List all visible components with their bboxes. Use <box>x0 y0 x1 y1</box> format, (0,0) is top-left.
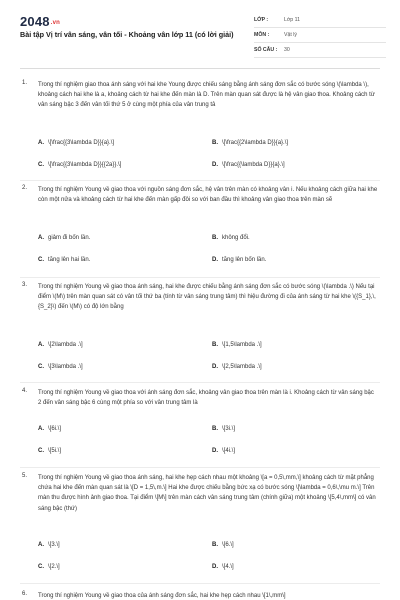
option-text: \[\frac{{3\lambda D}}{{2a}}.\] <box>48 162 122 168</box>
option-letter: A. <box>38 342 44 348</box>
option-letter: C. <box>38 364 44 370</box>
option-c[interactable] <box>38 448 61 454</box>
option-letter: A. <box>38 542 44 548</box>
meta-label: LỚP : <box>254 17 269 23</box>
option-letter: B. <box>212 542 218 548</box>
option-letter: A. <box>38 140 44 146</box>
logo-text: 2048 <box>20 14 50 29</box>
question-divider <box>20 180 380 181</box>
option-a[interactable] <box>38 342 83 348</box>
meta-row-class <box>254 13 386 28</box>
option-a[interactable] <box>38 426 61 432</box>
question-text: Trong thí nghiệm giao thoa ánh sáng với hai khe Young được chiếu sáng bằng ánh sáng đơn sắc có bước sóng \(\lambda \), khoảng cách hai khe là a, khoảng cách từ hai khe đến màn là D. Trên màn quan sát được là hệ vân giao thoa. Khoảng cách từ vân sáng bậc 3 đến vân tối thứ 5 ở cùng một phía của vân trung tâ <box>38 82 375 109</box>
option-text: \[6.\] <box>222 542 234 548</box>
option-a[interactable] <box>38 542 60 548</box>
option-text: không đổi. <box>222 235 250 241</box>
question-divider <box>20 277 380 278</box>
option-b[interactable] <box>212 235 250 241</box>
option-b[interactable] <box>212 342 262 348</box>
question-text: Trong thí nghiệm Young về giao thoa của ánh sáng đơn sắc, hai khe hẹp cách nhau \[1\,mm\] <box>38 593 286 599</box>
question-number: 6. <box>22 591 28 597</box>
option-letter: C. <box>38 162 44 168</box>
option-letter: B. <box>212 426 218 432</box>
option-c[interactable] <box>38 364 83 370</box>
option-text: \[2\lambda .\] <box>48 342 83 348</box>
option-text: tăng lên bốn lần. <box>222 257 267 263</box>
option-b[interactable] <box>212 542 234 548</box>
option-letter: D. <box>212 162 218 168</box>
option-text: \[2.\] <box>48 564 60 570</box>
option-d[interactable] <box>212 257 266 263</box>
option-letter: D. <box>212 564 218 570</box>
option-letter: A. <box>38 426 44 432</box>
option-d[interactable] <box>212 564 234 570</box>
question-text: Trong thí nghiệm Young về giao thoa với ánh sáng đơn sắc, khoảng vân giao thoa trên màn là i. Khoảng cách từ vân sáng bậc 2 đến vân sáng bậc 6 cùng một phía so với vân trung tâm là <box>38 390 374 407</box>
meta-label: SỐ CÂU : <box>254 47 278 53</box>
option-text: \[4i.\] <box>222 448 236 454</box>
page-title: Bài tập Vị trí vân sáng, vân tối - Khoảng vân lớp 11 (có lời giải) <box>20 30 234 39</box>
option-a[interactable] <box>38 235 90 241</box>
question-text: Trong thí nghiệm Young về giao thoa ánh sáng, hai khe được chiếu bằng ánh sáng đơn sắc có bước sóng \(\lambda .\) Nếu tại điểm \(M\) trên màn quan sát có vân tối thứ ba (tính từ vân sáng trung tâm) thì hiệu đường đi của ánh sáng từ hai khe \({S_1},\,{S_2}\) đến \(M\) có độ lớn bằng <box>38 284 376 311</box>
option-text: giảm đi bốn lần. <box>48 235 91 241</box>
option-b[interactable] <box>212 426 235 432</box>
question-number: 2. <box>22 185 28 191</box>
meta-info <box>254 13 386 58</box>
option-text: \[3.\] <box>48 542 60 548</box>
option-c[interactable] <box>38 257 90 263</box>
meta-label: MÔN : <box>254 32 270 38</box>
option-letter: C. <box>38 448 44 454</box>
logo-suffix: .vn <box>50 19 61 26</box>
option-letter: A. <box>38 235 44 241</box>
option-letter: B. <box>212 342 218 348</box>
option-text: \[5i.\] <box>48 448 62 454</box>
option-text: \[4.\] <box>222 564 234 570</box>
meta-row-count <box>254 43 386 58</box>
meta-value: 30 <box>284 47 290 53</box>
meta-value: Vật lý <box>284 32 297 38</box>
option-letter: C. <box>38 564 44 570</box>
option-d[interactable] <box>212 162 285 168</box>
meta-row-subject <box>254 28 386 43</box>
option-text: \[3\lambda .\] <box>48 364 83 370</box>
header-divider <box>20 68 380 69</box>
option-d[interactable] <box>212 448 235 454</box>
question-number: 4. <box>22 388 28 394</box>
site-logo[interactable] <box>20 14 60 29</box>
question-number: 1. <box>22 80 28 86</box>
meta-value: Lớp 11 <box>284 17 300 23</box>
option-text: \[\frac{{3\lambda D}}{a}.\] <box>48 140 115 146</box>
option-letter: D. <box>212 448 218 454</box>
question-number: 3. <box>22 282 28 288</box>
option-letter: C. <box>38 257 44 263</box>
option-text: \[1,5\lambda .\] <box>222 342 262 348</box>
option-c[interactable] <box>38 162 121 168</box>
question-divider <box>20 583 380 584</box>
option-letter: D. <box>212 257 218 263</box>
option-text: \[6i.\] <box>48 426 62 432</box>
question-text: Trong thí nghiệm Young về giao thoa ánh sáng, hai khe hẹp cách nhau một khoảng \[a = 0,5\,mm,\] khoảng cách từ mặt phẳng chứa hai khe đến màn quan sát là \[D = 1,5\,m.\] Hai khe được chiếu bằng bức xạ có bước sóng \[\lambda = 0,6\,\mu m.\] Trên màn thu được hình ảnh giao thoa. Tại điểm \[M\] trên màn cách vân sáng trung tâm (chính giữa) một khoảng \[5,4\,mm\] có vân sáng bậc (thứ) <box>38 475 376 512</box>
option-text: \[\frac{{2\lambda D}}{a}.\] <box>222 140 289 146</box>
question-text: Trong thí nghiệm Young về giao thoa với nguồn sáng đơn sắc, hệ vân trên màn có khoảng vân i. Nếu khoảng cách giữa hai khe còn một nửa và khoảng cách từ hai khe đến màn gấp đôi so với ban đầu thì khoảng vân giao thoa trên màn sẽ <box>38 187 378 204</box>
option-d[interactable] <box>212 364 262 370</box>
option-b[interactable] <box>212 140 288 146</box>
question-divider <box>20 382 380 383</box>
document-header <box>0 0 400 62</box>
option-a[interactable] <box>38 140 114 146</box>
question-divider <box>20 467 380 468</box>
question-number: 5. <box>22 473 28 479</box>
option-c[interactable] <box>38 564 60 570</box>
option-letter: D. <box>212 364 218 370</box>
option-letter: B. <box>212 235 218 241</box>
option-text: tăng lên hai lần. <box>48 257 91 263</box>
option-text: \[\frac{{\lambda D}}{a}.\] <box>222 162 285 168</box>
option-text: \[3i.\] <box>222 426 236 432</box>
option-text: \[2,5\lambda .\] <box>222 364 262 370</box>
option-letter: B. <box>212 140 218 146</box>
